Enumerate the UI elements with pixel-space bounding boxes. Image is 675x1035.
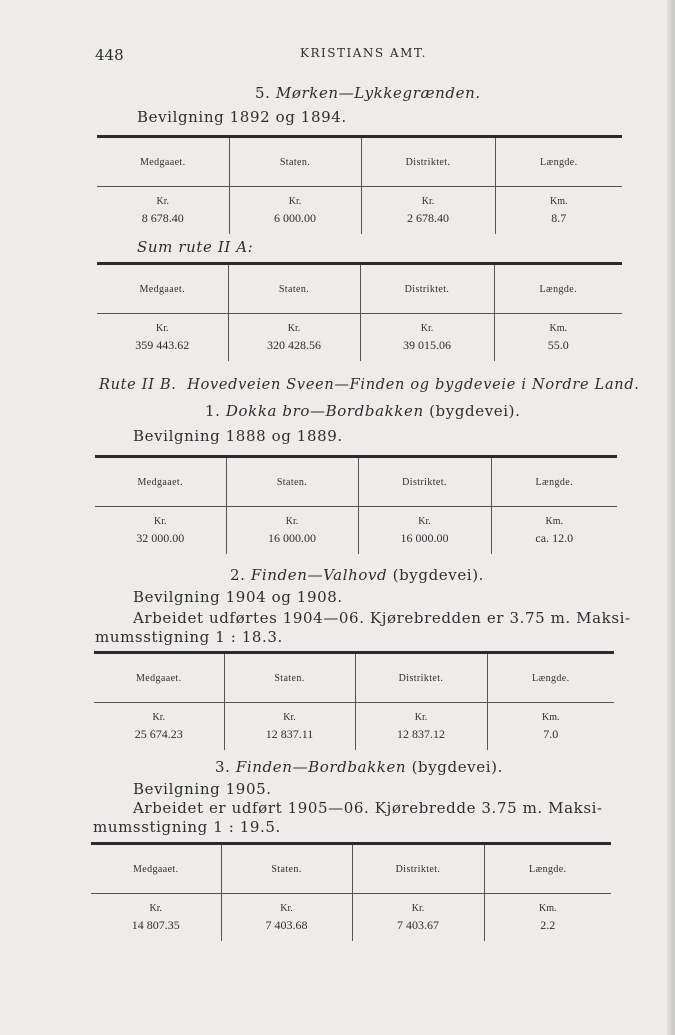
- section5-heading: [255, 84, 481, 102]
- col-distriktet: Distriktet.: [361, 137, 495, 187]
- cell-staten: [221, 894, 352, 942]
- col-medgaaet: Medgaaet.: [97, 137, 229, 187]
- cell-laengde: [487, 703, 614, 751]
- section5-title: Mørken—Lykkegrænden.: [275, 84, 481, 102]
- value: 16 000.00: [400, 531, 449, 545]
- section1-table: [95, 455, 617, 554]
- value: 7 403.67: [397, 918, 439, 932]
- route-title: Hovedveien Sveen—Finden og bygdeveie i Nordre Land.: [187, 377, 640, 393]
- cell-laengde: [491, 507, 617, 555]
- section2-kind: (bygdevei).: [392, 566, 485, 584]
- col-medgaaet: Medgaaet.: [95, 457, 226, 507]
- section3-title: Finden—Bordbakken: [235, 758, 407, 776]
- table-header-row: [91, 844, 611, 894]
- table-row: [95, 507, 617, 555]
- value: 8.7: [551, 211, 567, 225]
- section2-work-line2: mumsstigning 1 : 18.3.: [95, 628, 283, 646]
- table-header-row: [94, 653, 614, 703]
- page-header: [95, 46, 625, 66]
- cell-staten: [229, 187, 361, 235]
- cell-distriktet: [360, 314, 494, 362]
- cell-distriktet: [358, 507, 491, 555]
- value: 12 837.11: [265, 727, 314, 741]
- col-staten: Staten.: [229, 137, 361, 187]
- section3-work-line2: mumsstigning 1 : 19.5.: [93, 818, 281, 836]
- route-label: Rute II B.: [99, 377, 177, 393]
- cell-medgaaet: [95, 507, 226, 555]
- unit: Kr.: [288, 196, 302, 207]
- section1-number: 1.: [205, 402, 221, 420]
- section1-heading: [205, 402, 521, 420]
- table-row: [97, 314, 622, 362]
- page-edge: [667, 0, 675, 1035]
- sum-label: Sum rute II A:: [137, 238, 254, 256]
- col-distriktet: Distriktet.: [355, 653, 487, 703]
- section3-number: 3.: [215, 758, 231, 776]
- section1-title: Dokka bro—Bordbakken: [225, 402, 424, 420]
- unit: Kr.: [154, 516, 167, 527]
- col-distriktet: Distriktet.: [360, 264, 494, 314]
- col-medgaaet: Medgaaet.: [91, 844, 221, 894]
- cell-distriktet: [361, 187, 495, 235]
- section3-kind: (bygdevei).: [411, 758, 503, 776]
- col-distriktet: Distriktet.: [358, 457, 491, 507]
- cell-medgaaet: [94, 703, 224, 751]
- unit: Kr.: [149, 903, 162, 914]
- running-title: KRISTIANS AMT.: [300, 46, 427, 60]
- col-medgaaet: Medgaaet.: [94, 653, 224, 703]
- table-header-row: [97, 137, 622, 187]
- value: 7.0: [543, 727, 559, 741]
- cell-medgaaet: [91, 894, 221, 942]
- section2-title: Finden—Valhovd: [250, 566, 388, 584]
- unit: Kr.: [280, 903, 293, 914]
- unit: Kr.: [152, 712, 165, 723]
- value: 2.2: [540, 918, 556, 932]
- section5-table: [97, 135, 622, 234]
- section1-kind: (bygdevei).: [429, 402, 521, 420]
- section1-grant: Bevilgning 1888 og 1889.: [133, 427, 343, 445]
- value: 39 015.06: [403, 338, 451, 352]
- value: 320 428.56: [267, 338, 321, 352]
- unit: Kr.: [420, 323, 434, 334]
- table-row: [91, 894, 611, 942]
- unit: Kr.: [414, 712, 428, 723]
- col-laengde: Længde.: [484, 844, 611, 894]
- table-header-row: [97, 264, 622, 314]
- value: 55.0: [547, 338, 569, 352]
- section3-table: [91, 842, 611, 941]
- col-laengde: Længde.: [494, 264, 622, 314]
- col-staten: Staten.: [228, 264, 360, 314]
- section2-grant: Bevilgning 1904 og 1908.: [133, 588, 343, 606]
- col-laengde: Længde.: [491, 457, 617, 507]
- unit: Kr.: [285, 516, 299, 527]
- unit: Kr.: [156, 323, 169, 334]
- section3-grant: Bevilgning 1905.: [133, 780, 272, 798]
- unit: Km.: [550, 196, 568, 207]
- cell-medgaaet: [97, 187, 229, 235]
- col-distriktet: Distriktet.: [352, 844, 484, 894]
- value: 2 678.40: [407, 211, 449, 225]
- value: 8 678.40: [141, 211, 184, 225]
- cell-staten: [228, 314, 360, 362]
- value: 25 674.23: [134, 727, 183, 741]
- section3-heading: [215, 758, 503, 776]
- section2-work-line1: Arbeidet udførtes 1904—06. Kjørebredden er 3.75 m. Maksi-: [133, 609, 631, 627]
- section2-table: [94, 651, 614, 750]
- cell-staten: [226, 507, 358, 555]
- section5-number: 5.: [255, 84, 271, 102]
- cell-distriktet: [355, 703, 487, 751]
- unit: Kr.: [287, 323, 301, 334]
- value: 32 000.00: [136, 531, 185, 545]
- value: 12 837.12: [397, 727, 445, 741]
- route-heading: [99, 377, 640, 393]
- value: 6 000.00: [274, 211, 316, 225]
- col-staten: Staten.: [224, 653, 355, 703]
- cell-laengde: [495, 187, 622, 235]
- sum-table: [97, 262, 622, 361]
- unit: Km.: [549, 323, 567, 334]
- unit: Kr.: [421, 196, 435, 207]
- section5-grant: Bevilgning 1892 og 1894.: [137, 108, 347, 126]
- value: 16 000.00: [268, 531, 316, 545]
- col-laengde: Længde.: [487, 653, 614, 703]
- section2-heading: [230, 566, 484, 584]
- table-header-row: [95, 457, 617, 507]
- section3-work-line1: Arbeidet er udført 1905—06. Kjørebredde 3.75 m. Maksi-: [133, 799, 603, 817]
- unit: Kr.: [418, 516, 431, 527]
- unit: Kr.: [283, 712, 296, 723]
- value: 7 403.68: [265, 918, 308, 932]
- value: 14 807.35: [131, 918, 180, 932]
- value: 359 443.62: [135, 338, 190, 352]
- unit: Kr.: [411, 903, 425, 914]
- cell-medgaaet: [97, 314, 228, 362]
- col-laengde: Længde.: [495, 137, 622, 187]
- table-row: [97, 187, 622, 235]
- cell-laengde: [484, 894, 611, 942]
- section2-number: 2.: [230, 566, 246, 584]
- col-staten: Staten.: [226, 457, 358, 507]
- cell-staten: [224, 703, 355, 751]
- col-medgaaet: Medgaaet.: [97, 264, 228, 314]
- col-staten: Staten.: [221, 844, 352, 894]
- unit: Kr.: [156, 196, 169, 207]
- unit: Km.: [545, 516, 563, 527]
- cell-laengde: [494, 314, 622, 362]
- unit: Km.: [539, 903, 557, 914]
- table-row: [94, 703, 614, 751]
- page-number: 448: [95, 46, 124, 64]
- value: ca. 12.0: [535, 531, 574, 545]
- unit: Km.: [542, 712, 560, 723]
- cell-distriktet: [352, 894, 484, 942]
